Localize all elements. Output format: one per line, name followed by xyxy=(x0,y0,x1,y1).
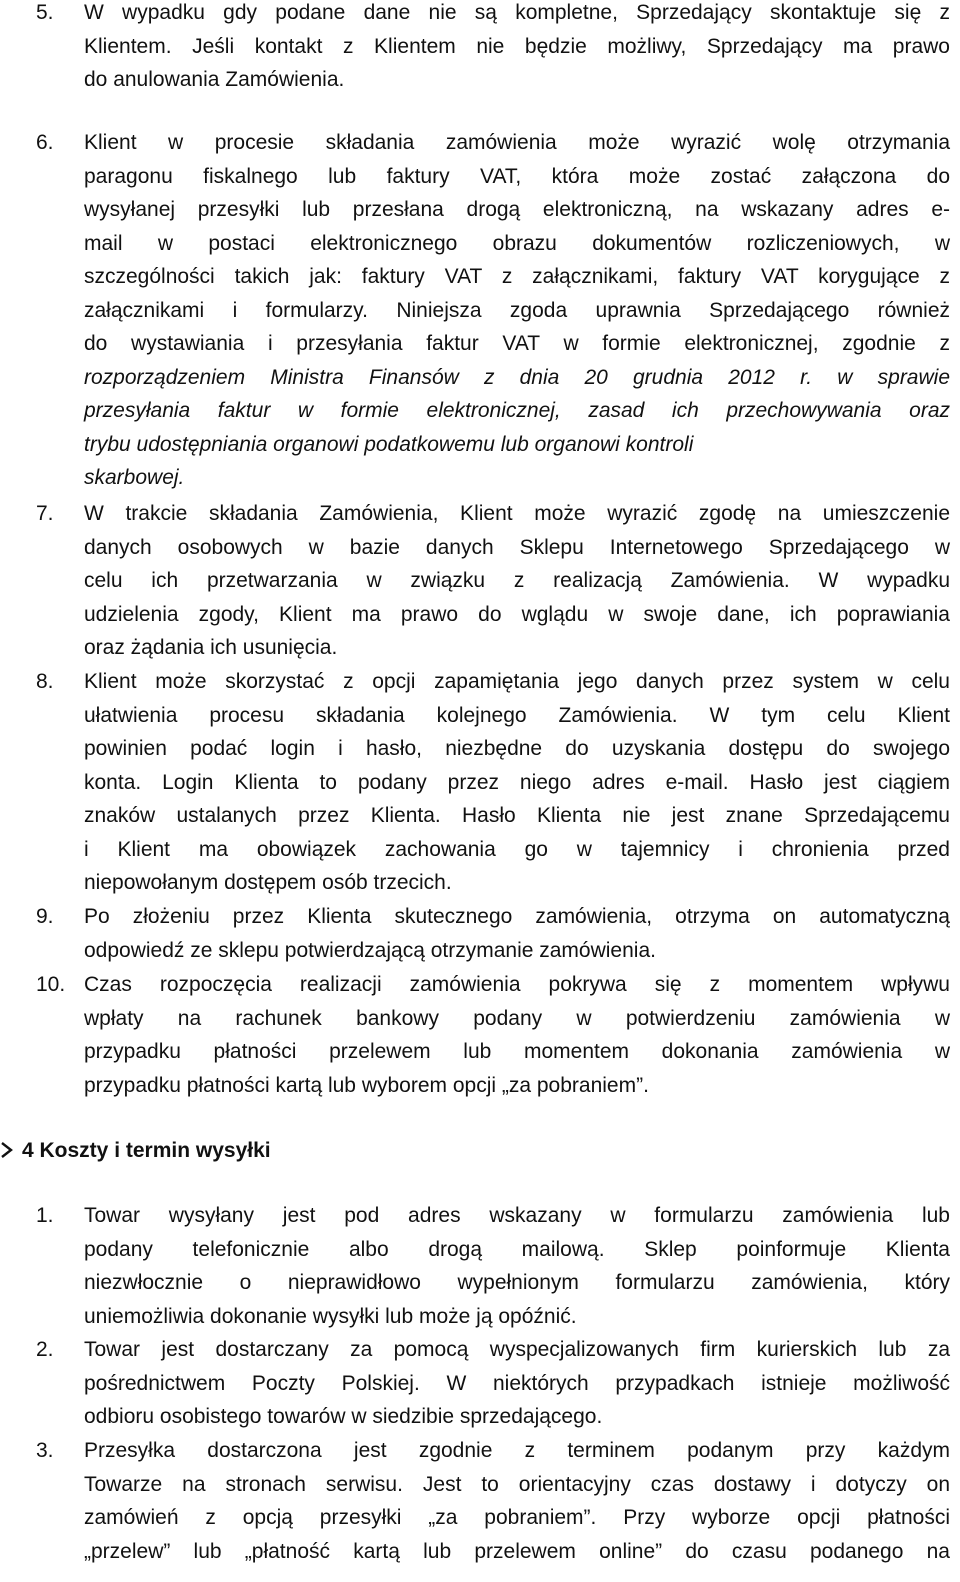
paragraph-line: Klient w procesie składania zamówienia może wyrazić wolę otrzymania xyxy=(84,131,950,154)
paragraph-line: Towar jest dostarczany za pomocą wyspecjalizowanych firm kurierskich lub za xyxy=(84,1338,950,1361)
paragraph-line: uniemożliwia dokonanie wysyłki lub może ją opóźnić. xyxy=(84,1304,577,1328)
paragraph-line: pośrednictwem Poczty Polskiej. W niektórych przypadkach istnieje możliwość xyxy=(84,1371,950,1395)
paragraph-line: W trakcie składania Zamówienia, Klient może wyrazić zgodę na umieszczenie xyxy=(84,502,950,525)
paragraph-line: Po złożeniu przez Klienta skutecznego zamówienia, otrzyma on automatyczną xyxy=(84,905,950,928)
paragraph-line: mail w postaci elektronicznego obrazu dokumentów rozliczeniowych, w xyxy=(84,231,950,255)
paragraph-line: celu ich przetwarzania w związku z realizacją Zamówienia. W wypadku xyxy=(84,569,950,592)
paragraph-line: przypadku płatności przelewem lub momentem dokonania zamówienia w xyxy=(84,1040,950,1063)
list-number: 3. xyxy=(36,1439,54,1462)
paragraph-line: odbioru osobistego towarów w siedzibie sprzedającego. xyxy=(84,1405,603,1428)
arrow-right-icon xyxy=(0,1134,18,1168)
paragraph-line: wysyłanej przesyłki lub przesłana drogą elektroniczną, na wskazany adres e- xyxy=(84,198,950,221)
paragraph-line: przypadku płatności kartą lub wyborem opcji „za pobraniem”. xyxy=(84,1073,649,1097)
paragraph-line: i Klient ma obowiązek zachowania go w tajemnicy i chronienia przed xyxy=(84,837,950,861)
list-number: 5. xyxy=(36,1,54,24)
paragraph-line: danych osobowych w bazie danych Sklepu Internetowego Sprzedającego w xyxy=(84,535,950,559)
paragraph-line: do wystawiania i przesyłania faktur VAT w formie elektronicznej, zgodnie z xyxy=(84,332,950,355)
list-number: 9. xyxy=(36,905,54,928)
paragraph-line: oraz żądania ich usunięcia. xyxy=(84,636,338,659)
paragraph-line: podany telefonicznie albo drogą mailową. Sklep poinformuje Klienta xyxy=(84,1237,950,1261)
paragraph-line: załącznikami i formularzy. Niniejsza zgoda uprawnia Sprzedającego również xyxy=(84,298,950,322)
paragraph-line: W wypadku gdy podane dane nie są kompletne, Sprzedający skontaktuje się z xyxy=(84,1,950,24)
list-number: 2. xyxy=(36,1338,54,1361)
paragraph-line: do anulowania Zamówienia. xyxy=(84,68,345,91)
paragraph-line: przesyłania faktur w formie elektronicznej, zasad ich przechowywania oraz xyxy=(84,399,950,422)
section-title: 4 Koszty i termin wysyłki xyxy=(22,1139,271,1162)
paragraph-line: Klientem. Jeśli kontakt z Klientem nie będzie możliwy, Sprzedający ma prawo xyxy=(84,34,950,58)
list-number: 10. xyxy=(36,973,66,996)
paragraph-line: niepowołanym dostępem osób trzecich. xyxy=(84,871,452,894)
paragraph-line: skarbowej. xyxy=(84,466,185,489)
paragraph-line: zamówień z opcją przesyłki „za pobraniem”. Przy wyborze opcji płatności xyxy=(84,1506,950,1529)
paragraph-line: Czas rozpoczęcia realizacji zamówienia pokrywa się z momentem wpływu xyxy=(84,973,950,996)
list-number: 7. xyxy=(36,502,54,525)
list-number: 8. xyxy=(36,670,54,693)
section-heading xyxy=(0,1134,271,1168)
paragraph-line: powinien podać login i hasło, niezbędne do uzyskania dostępu do swojego xyxy=(84,737,950,760)
list-number: 1. xyxy=(36,1204,54,1227)
paragraph-line: odpowiedź ze sklepu potwierdzającą otrzymanie zamówienia. xyxy=(84,938,656,962)
paragraph-line: ułatwienia procesu składania kolejnego Zamówienia. W tym celu Klient xyxy=(84,703,950,727)
paragraph-line: Klient może skorzystać z opcji zapamiętania jego danych przez system w celu xyxy=(84,670,950,693)
paragraph-line: „przelew” lub „płatność kartą lub przelewem online” do czasu podanego na xyxy=(84,1539,950,1563)
paragraph-line: udzielenia zgody, Klient ma prawo do wglądu w swoje dane, ich poprawiania xyxy=(84,602,950,626)
paragraph-line: szczególności takich jak: faktury VAT z załącznikami, faktury VAT korygujące z xyxy=(84,265,950,288)
paragraph-line: konta. Login Klienta to podany przez niego adres e-mail. Hasło jest ciągiem xyxy=(84,770,950,794)
paragraph-line: paragonu fiskalnego lub faktury VAT, która może zostać załączona do xyxy=(84,164,950,188)
paragraph-line: Przesyłka dostarczona jest zgodnie z terminem podanym przy każdym xyxy=(84,1439,950,1462)
paragraph-line: trybu udostępniania organowi podatkowemu lub organowi kontroli xyxy=(84,432,694,456)
paragraph-line: znaków ustalanych przez Klienta. Hasło Klienta nie jest znane Sprzedającemu xyxy=(84,804,950,827)
list-number: 6. xyxy=(36,131,54,154)
paragraph-line: wpłaty na rachunek bankowy podany w potwierdzeniu zamówienia w xyxy=(84,1006,950,1030)
paragraph-line: rozporządzeniem Ministra Finansów z dnia 20 grudnia 2012 r. w sprawie xyxy=(84,365,950,389)
paragraph-line: niezwłocznie o nieprawidłowo wypełnionym formularzu zamówienia, który xyxy=(84,1271,950,1294)
paragraph-line: Towar wysyłany jest pod adres wskazany w formularzu zamówienia lub xyxy=(84,1204,950,1227)
paragraph-line: Towarze na stronach serwisu. Jest to orientacyjny czas dostawy i dotyczy on xyxy=(84,1472,950,1496)
